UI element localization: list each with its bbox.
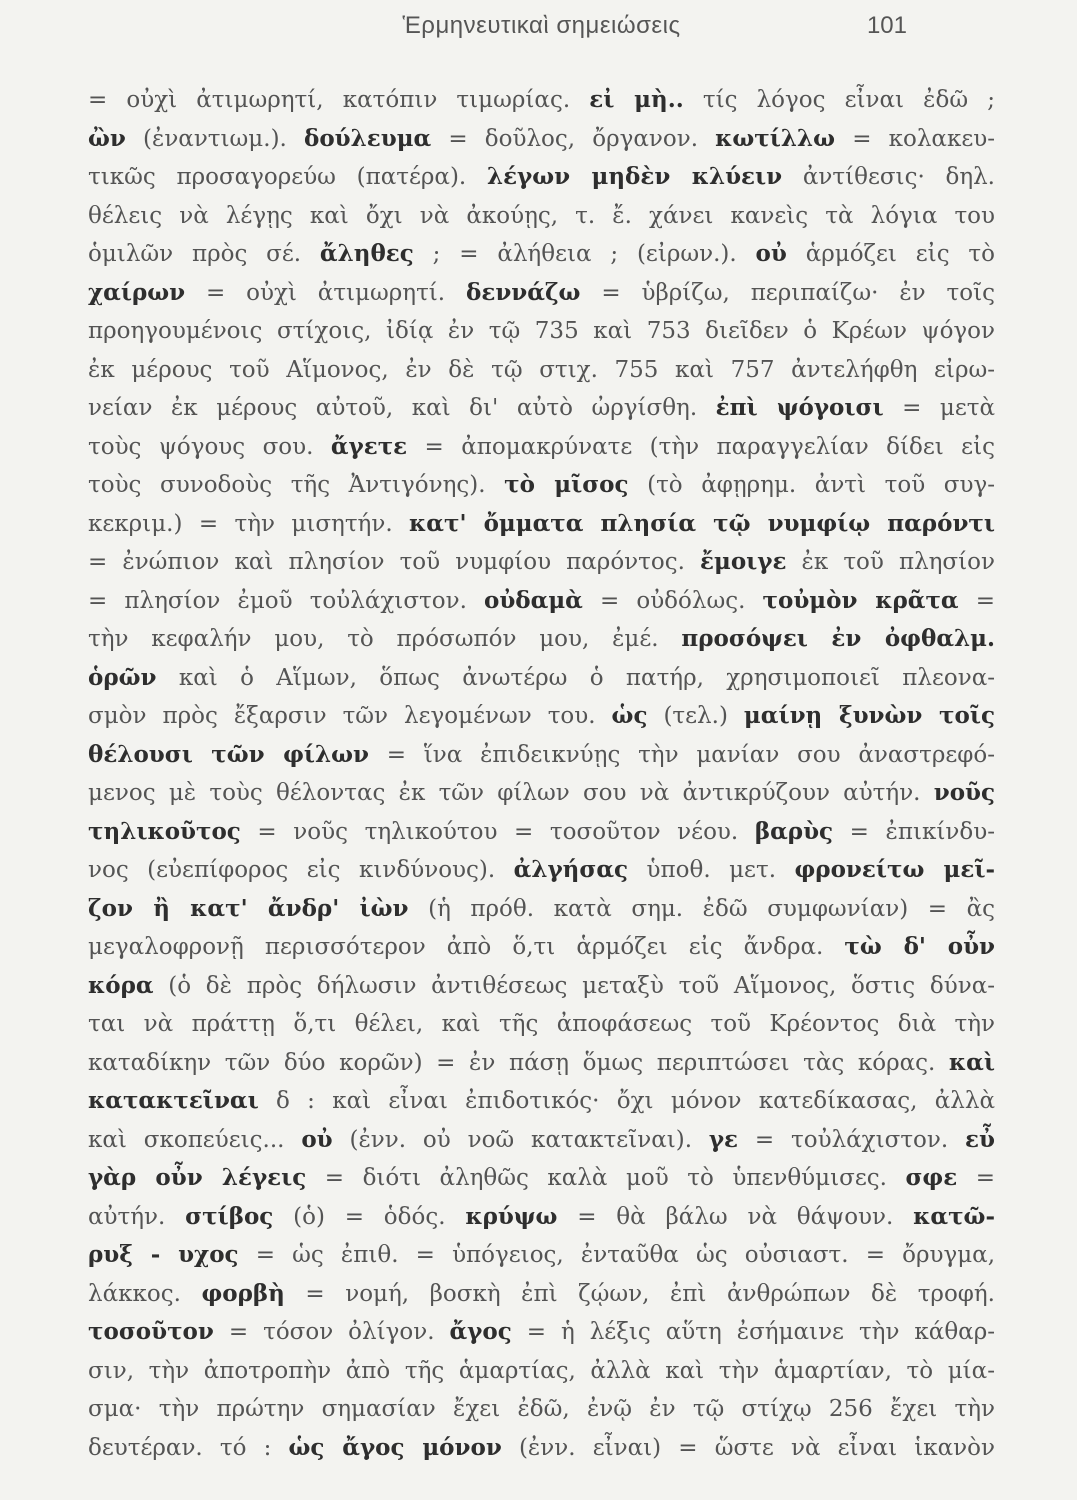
gloss-text: τικῶς προσαγορεύω (πατέρα). [88, 164, 487, 190]
text-line [88, 620, 995, 659]
text-line [88, 774, 995, 813]
gloss-text: = δοῦλος, ὄργανον. [431, 125, 716, 152]
gloss-text: ἐκ τοῦ πλησίον [786, 549, 995, 575]
headword: ρυξ - υχος [88, 1241, 239, 1268]
gloss-text: (ὁ δὲ πρὸς δήλωσιν ἀντιθέσεως μεταξὺ τοῦ Αἵμονος, ὅστις δύνα- [153, 972, 995, 999]
text-line [88, 582, 995, 621]
text-line [88, 890, 995, 929]
text-line [88, 813, 995, 852]
gloss-text: = ἡ λέξις αὕτη ἐσήμαινε τὴν κάθαρ- [511, 1319, 995, 1345]
headword: λέγων μηδὲν κλύειν [486, 163, 783, 190]
gloss-text: = τόσον ὀλίγον. [213, 1319, 450, 1345]
headword: ἐπὶ ψόγοισι [715, 394, 884, 421]
headword: γε [708, 1125, 739, 1153]
headword: καὶ [948, 1048, 995, 1076]
gloss-text: = οὐχὶ ἀτιμωρητί. [185, 279, 466, 306]
gloss-text: τοὺς συνοδοὺς τῆς Ἀντιγόνης). [88, 472, 505, 498]
gloss-text: αὐτήν. [88, 1203, 186, 1230]
headword: κατακτεῖναι [88, 1087, 259, 1114]
text-line [88, 1236, 995, 1275]
headword: τὼ δ' οὖν [844, 933, 995, 960]
running-header [88, 8, 995, 44]
gloss-text: νείαν ἐκ μέρους αὐτοῦ, καὶ δι' αὐτὸ ὠργίσθη. [88, 395, 716, 421]
gloss-text: ; = ἀλήθεια ; (εἰρων.). [413, 241, 756, 267]
headword: ὢν [88, 124, 126, 152]
gloss-text: = διότι ἀληθῶς καλὰ μοῦ τὸ ὑπενθύμισες. [306, 1165, 906, 1191]
headword: θέλουσι τῶν φίλων [88, 740, 369, 768]
headword: κατ' ὄμματα πλησία τῷ νυμφίῳ παρόντι [409, 509, 995, 537]
text-line [88, 1313, 995, 1352]
text-line [88, 736, 995, 775]
gloss-text: = ἀπομακρύνατε (τὴν παραγγελίαν δίδει εἰς [407, 433, 995, 460]
headword: νοῦς [933, 779, 995, 806]
headword: ἄληθες [319, 240, 414, 267]
text-line [88, 659, 995, 698]
gloss-text: ἐκ μέρους τοῦ Αἵμονος, ἐν δὲ τῷ στιχ. 755 καὶ 757 ἀντελήφθη εἰρω- [88, 356, 995, 383]
headword: κόρα [88, 971, 154, 999]
text-line [88, 274, 995, 313]
text-line [88, 1159, 995, 1198]
gloss-text: νος (εὐεπίφορος εἰς κινδύνους). [88, 857, 514, 883]
text-line [88, 1198, 995, 1237]
page-number: 101 [866, 12, 907, 39]
text-line [88, 1044, 995, 1083]
headword: τοὐμὸν κρᾶτα [762, 586, 959, 614]
gloss-text: (τελ.) [647, 703, 744, 729]
headword: τηλικοῦτος [88, 817, 241, 845]
headword: προσόψει ἐν ὀφθαλμ. [681, 625, 995, 652]
gloss-text: = οὐδόλως. [582, 587, 763, 614]
headword: οὐ [755, 240, 787, 267]
gloss-text: = ὡς ἐπιθ. = ὑπόγειος, ἐνταῦθα ὡς οὐσιαστ. = ὄρυγμα, [238, 1242, 995, 1268]
gloss-text: (ἐνν. οὐ νοῶ κατακτεῖναι). [332, 1126, 709, 1153]
headword: ὡς ἄγος μόνον [288, 1433, 502, 1461]
commentary-body [88, 81, 995, 1467]
headword: στίβος [185, 1202, 274, 1230]
text-line [88, 158, 995, 197]
headword: γὰρ οὖν λέγεις [88, 1164, 307, 1191]
gloss-text: = νομή, βοσκὴ ἐπὶ ζῴων, ἐπὶ ἀνθρώπων δὲ τροφή. [284, 1280, 995, 1307]
headword: φορβὴ [201, 1279, 285, 1307]
gloss-text: (ἐνν. εἶναι) = ὥστε νὰ εἶναι ἱκανὸν [501, 1434, 995, 1461]
headword: τὸ μῖσος [504, 471, 629, 498]
text-line [88, 351, 995, 390]
gloss-text: σμα· τὴν πρώτην σημασίαν ἔχει ἐδῶ, ἐνῷ ἐν τῷ στίχῳ 256 ἔχει τὴν [88, 1396, 995, 1422]
text-line [88, 1429, 995, 1468]
gloss-text: = τοὐλάχιστον. [738, 1126, 966, 1153]
text-line [88, 1390, 995, 1429]
gloss-text: = μετὰ [883, 395, 995, 421]
gloss-text: μεγαλοφρονῇ περισσότερον ἀπὸ ὅ,τι ἁρμόζει εἰς ἄνδρα. [88, 934, 845, 960]
text-line [88, 697, 995, 736]
text-line [88, 428, 995, 467]
gloss-text: = κολακευ- [835, 125, 995, 152]
running-title: Ἑρμηνευτικαὶ σημειώσεις [402, 12, 681, 39]
gloss-text: λάκκος. [88, 1280, 202, 1307]
gloss-text: σμὸν πρὸς ἔξαρσιν τῶν λεγομένων του. [88, 703, 612, 729]
gloss-text: = νοῦς τηλικούτου = τοσοῦτον νέου. [240, 818, 755, 845]
gloss-text: δευτέραν. τό : [88, 1434, 289, 1461]
gloss-text: προηγουμένοις στίχοις, ἰδίᾳ ἐν τῷ 735 καὶ 753 διεῖδεν ὁ Κρέων ψόγον [88, 318, 995, 344]
gloss-text: τὴν κεφαλήν μου, τὸ πρόσωπόν μου, ἐμέ. [88, 626, 682, 652]
gloss-text: θέλεις νὰ λέγῃς καὶ ὄχι νὰ ἀκούῃς, τ. ἔ. χάνει κανεὶς τὰ λόγια του [88, 202, 995, 229]
gloss-text: = θὰ βάλω νὰ θάψουν. [557, 1203, 914, 1230]
gloss-text: = ὑβρίζω, περιπαίζω· ἐν τοῖς [580, 279, 995, 306]
headword: δεννάζω [466, 278, 581, 306]
gloss-text: (ἐναντιωμ.). [125, 125, 304, 152]
text-line [88, 1082, 995, 1121]
gloss-text: καὶ σκοπεύεις... [88, 1126, 302, 1153]
headword: κρύψω [465, 1202, 558, 1230]
gloss-text: ἁρμόζει εἰς τὸ [786, 241, 995, 267]
headword: βαρὺς [754, 817, 834, 845]
text-line [88, 197, 995, 236]
gloss-text: δ : καὶ εἶναι ἐπιδοτικός· ὄχι μόνον κατεδίκασας, ἀλλὰ [258, 1088, 995, 1114]
text-line [88, 466, 995, 505]
headword: κατῶ- [913, 1202, 995, 1230]
gloss-text: τοὺς ψόγους σου. [88, 433, 331, 460]
gloss-text: = οὐχὶ ἀτιμωρητί, κατόπιν τιμωρίας. [88, 87, 590, 113]
gloss-text: μενος μὲ τοὺς θέλοντας ἐκ τῶν φίλων σου νὰ ἀντικρύζουν αὐτήν. [88, 780, 934, 806]
headword: εἰ μὴ.. [589, 86, 684, 113]
gloss-text: ὁμιλῶν πρὸς σέ. [88, 241, 320, 267]
gloss-text: = ἵνα ἐπιδεικνύῃς τὴν μανίαν σου ἀναστρεφό- [369, 741, 995, 768]
gloss-text: ὑποθ. μετ. [628, 857, 795, 883]
headword: σφε [905, 1164, 958, 1191]
headword: οὐδαμὰ [484, 586, 583, 614]
gloss-text: τίς λόγος εἶναι ἐδῶ ; [683, 87, 995, 113]
gloss-text: καταδίκην τῶν δύο κορῶν) = ἐν πάσῃ ὅμως περιπτώσει τὰς κόρας. [88, 1049, 949, 1076]
headword: δούλευμα [304, 124, 432, 152]
headword: ἀλγήσας [513, 856, 629, 883]
text-line [88, 851, 995, 890]
headword: τοσοῦτον [88, 1318, 214, 1345]
headword: χαίρων [88, 278, 186, 306]
headword: ὁρῶν [88, 663, 157, 691]
text-line [88, 81, 995, 120]
gloss-text: σιν, τὴν ἀποτροπὴν ἀπὸ τῆς ἁμαρτίας, ἀλλὰ καὶ τὴν ἁμαρτίαν, τὸ μία- [88, 1357, 995, 1384]
gloss-text: = [958, 587, 995, 614]
gloss-text: ἀντίθεσις· δηλ. [782, 164, 995, 190]
gloss-text: = [957, 1165, 995, 1191]
gloss-text: = πλησίον ἐμοῦ τοὐλάχιστον. [88, 587, 484, 614]
gloss-text: ται νὰ πράττῃ ὅ,τι θέλει, καὶ τῆς ἀποφάσεως τοῦ Κρέοντος διὰ τὴν [88, 1011, 995, 1037]
text-line [88, 505, 995, 544]
text-line [88, 235, 995, 274]
headword: εὖ [965, 1125, 995, 1153]
text-line [88, 1352, 995, 1391]
gloss-text: κεκριμ.) = τὴν μισητήν. [88, 510, 410, 537]
gloss-text: (τὸ ἀφῃρημ. ἀντὶ τοῦ συγ- [628, 472, 995, 498]
headword: ζον ἢ κατ' ἄνδρ' ἰὼν [88, 894, 409, 922]
headword: κωτίλλω [715, 124, 836, 152]
headword: μαίνῃ ξυνὼν τοῖς [743, 702, 995, 729]
headword: ἄγετε [330, 432, 408, 460]
headword: ἄγος [449, 1318, 512, 1345]
text-line [88, 1005, 995, 1044]
gloss-text: = ἐπικίνδυ- [833, 818, 995, 845]
text-line [88, 389, 995, 428]
headword: οὐ [301, 1125, 333, 1153]
text-line [88, 312, 995, 351]
gloss-text: = ἐνώπιον καὶ πλησίον τοῦ νυμφίου παρόντος. [88, 549, 700, 575]
headword: ἔμοιγε [700, 548, 787, 575]
headword: ὡς [611, 702, 648, 729]
text-line [88, 1121, 995, 1160]
text-line [88, 928, 995, 967]
text-line [88, 1275, 995, 1314]
text-line [88, 967, 995, 1006]
headword: φρονείτω μεῖ- [794, 856, 995, 883]
text-line [88, 120, 995, 159]
gloss-text: καὶ ὁ Αἵμων, ὅπως ἀνωτέρω ὁ πατήρ, χρησιμοποιεῖ πλεονα- [156, 664, 995, 691]
gloss-text: (ἡ πρόθ. κατὰ σημ. ἐδῶ συμφωνίαν) = ἂς [408, 895, 995, 922]
gloss-text: (ὁ) = ὁδός. [273, 1203, 466, 1230]
text-line [88, 543, 995, 582]
